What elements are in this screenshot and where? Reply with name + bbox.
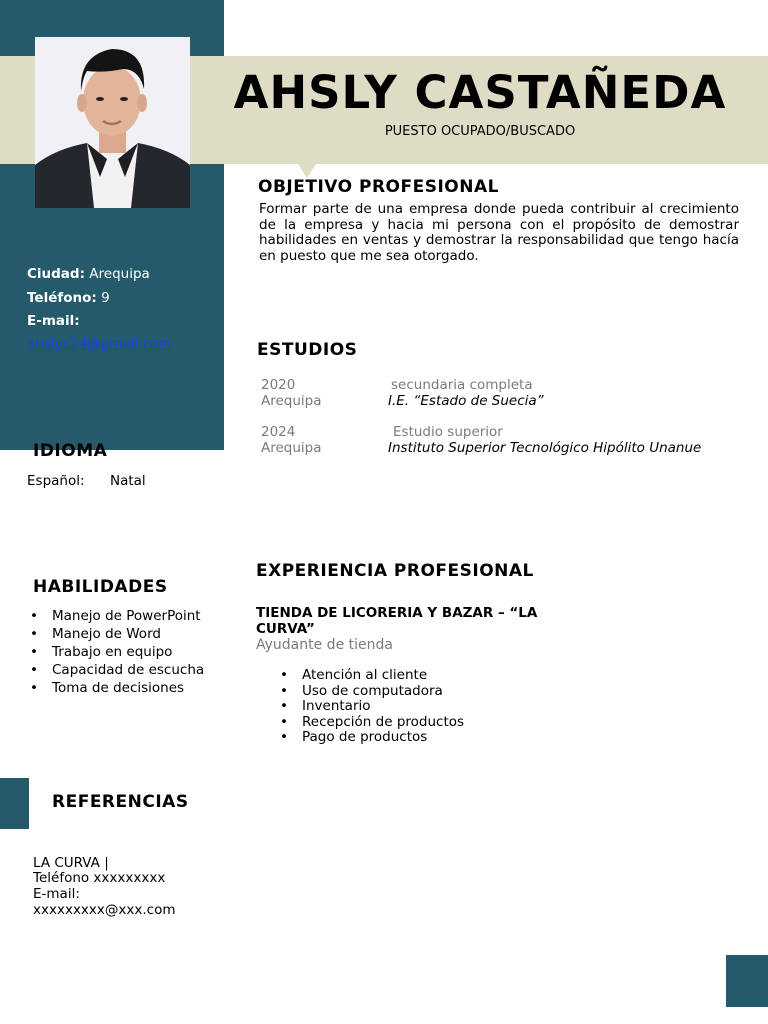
skill-item: • Manejo de Word <box>26 625 204 643</box>
skills-list <box>26 607 204 697</box>
objective-heading: OBJETIVO PROFESIONAL <box>258 177 499 197</box>
language-name: Español: <box>27 473 85 489</box>
language-level: Natal <box>110 473 146 489</box>
skill-item: • Toma de decisiones <box>26 679 204 697</box>
reference-line: Teléfono xxxxxxxxx <box>33 870 166 886</box>
skills-heading: HABILIDADES <box>33 577 168 597</box>
language-heading: IDIOMA <box>33 441 108 461</box>
skill-item: • Manejo de PowerPoint <box>26 607 204 625</box>
experience-role: Ayudante de tienda <box>256 637 393 653</box>
objective-text: Formar parte de una empresa donde pueda contribuir al crecimiento de la empresa y hacia mi persona con el propósito de demostrar habilidades en ventas y demostrar la responsabilidad que tengo hacía en puesto que me sea otorgado. <box>259 201 739 264</box>
email-link[interactable]: ahslyc24@gmail.com <box>27 336 172 352</box>
task-item: • Inventario <box>276 699 464 715</box>
contact-email-label <box>27 313 80 329</box>
education-place: Arequipa <box>261 393 322 409</box>
education-place: Arequipa <box>261 440 322 456</box>
city-value: Arequipa <box>89 266 150 282</box>
phone-value: 9 <box>101 290 110 306</box>
education-year: 2020 <box>261 377 296 393</box>
profile-photo <box>35 37 190 208</box>
contact-city <box>27 266 150 282</box>
contact-phone <box>27 290 110 306</box>
education-institution: I.E. “Estado de Suecia” <box>388 393 544 409</box>
reference-line: E-mail: <box>33 886 80 902</box>
company-line: TIENDA DE LICORERIA Y BAZAR – “LA <box>256 605 538 621</box>
skill-item: • Trabajo en equipo <box>26 643 204 661</box>
candidate-name: AHSLY CASTAÑEDA <box>233 66 727 119</box>
references-heading: REFERENCIAS <box>52 792 189 812</box>
education-year: 2024 <box>261 424 296 440</box>
city-label: Ciudad: <box>27 266 85 282</box>
reference-line: LA CURVA | <box>33 855 109 871</box>
company-line: CURVA” <box>256 620 315 637</box>
task-item: • Uso de computadora <box>276 684 464 700</box>
skill-item: • Capacidad de escucha <box>26 661 204 679</box>
phone-label: Teléfono: <box>27 290 97 306</box>
task-item: • Pago de productos <box>276 730 464 746</box>
references-accent-block <box>0 778 29 829</box>
reference-line: xxxxxxxxx@xxx.com <box>33 902 176 918</box>
corner-accent-block <box>726 955 768 1007</box>
education-heading: ESTUDIOS <box>257 340 358 360</box>
email-label: E-mail: <box>27 313 80 329</box>
task-item: • Atención al cliente <box>276 668 464 684</box>
education-institution: Instituto Superior Tecnológico Hipólito Unanue <box>388 440 702 456</box>
header-pointer <box>298 164 316 178</box>
experience-company <box>256 606 537 637</box>
task-item: • Recepción de productos <box>276 715 464 731</box>
experience-heading: EXPERIENCIA PROFESIONAL <box>256 561 534 581</box>
experience-tasks <box>276 668 464 746</box>
education-level: Estudio superior <box>393 424 503 440</box>
references-heading-clip <box>52 792 192 814</box>
position-title: PUESTO OCUPADO/BUSCADO <box>384 124 576 139</box>
education-level: secundaria completa <box>391 377 533 393</box>
